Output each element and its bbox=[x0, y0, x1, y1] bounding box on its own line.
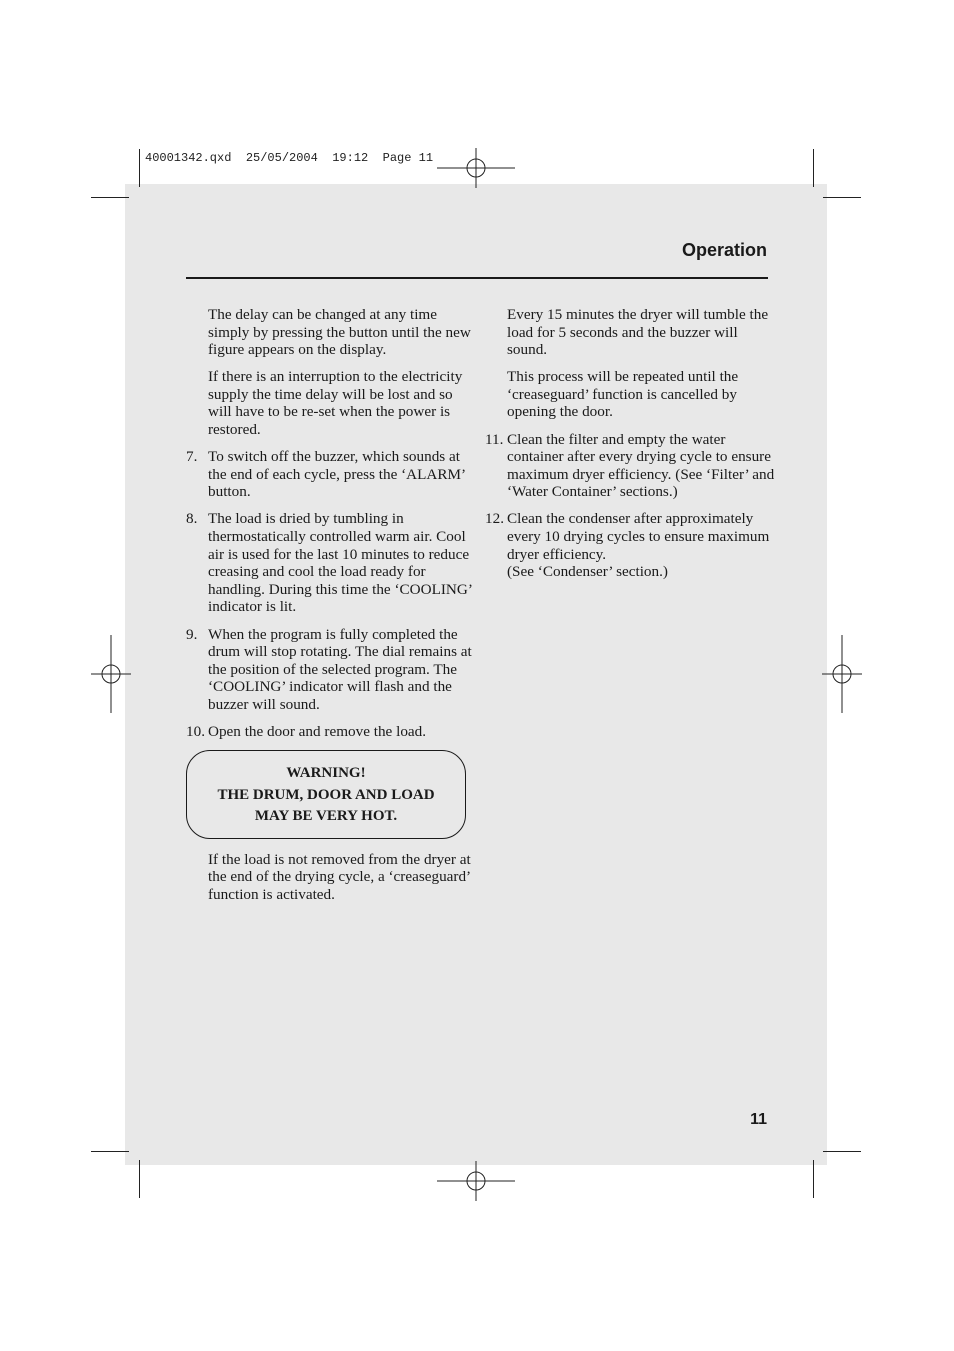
registration-mark-left-icon bbox=[91, 635, 131, 713]
header-rule bbox=[186, 277, 768, 279]
list-item bbox=[186, 448, 476, 501]
list-item-number: 10. bbox=[186, 722, 205, 740]
registration-mark-right-icon bbox=[822, 635, 862, 713]
crop-mark-bottom-left-v bbox=[139, 1160, 140, 1198]
list-item-number: 8. bbox=[186, 510, 198, 528]
crop-mark-bottom-right-h bbox=[823, 1151, 861, 1152]
list-item-text: To switch off the buzzer, which sounds at the end of each cycle, press the ‘ALARM’ button. bbox=[208, 448, 465, 501]
list-item bbox=[186, 510, 476, 616]
list-item-number: 9. bbox=[186, 625, 198, 643]
list-item-text: Clean the filter and empty the water container after every drying cycle to ensure maximum dryer efficiency. (See ‘Filter’ and ‘Water Container’ sections.) bbox=[507, 430, 775, 501]
page-number: 11 bbox=[750, 1111, 767, 1128]
crop-mark-top-left-h bbox=[91, 197, 129, 198]
list-item bbox=[186, 723, 476, 741]
paragraph: The delay can be changed at any time simply by pressing the button until the new figure appears on the display. bbox=[208, 306, 471, 359]
paragraph: This process will be repeated until the ‘creaseguard’ function is cancelled by opening the door. bbox=[507, 368, 739, 421]
left-column bbox=[186, 306, 476, 913]
crop-mark-top-right-h bbox=[823, 197, 861, 198]
warning-text-line: MAY BE VERY HOT. bbox=[254, 808, 398, 825]
print-slug: 40001342.qxd 25/05/2004 19:12 Page 11 bbox=[145, 151, 434, 165]
registration-mark-top-icon bbox=[437, 148, 515, 188]
paragraph: If there is an interruption to the electricity supply the time delay will be lost and so will have to be re-set when the power is restored. bbox=[208, 368, 463, 439]
list-item-number: 12. bbox=[485, 510, 504, 528]
crop-mark-top-left-v bbox=[139, 149, 140, 187]
list-item bbox=[485, 510, 775, 580]
list-item-text: The load is dried by tumbling in thermostatically controlled warm air. Cool air is used for the last 10 minutes to reduce creasing and cool the load ready for handling. During this time the ‘COOLING’ indicator is lit. bbox=[208, 510, 472, 616]
list-item-text: Clean the condenser after approximately every 10 drying cycles to ensure maximum dryer efficiency. bbox=[507, 510, 770, 563]
warning-box bbox=[186, 750, 466, 839]
paragraph: Every 15 minutes the dryer will tumble the load for 5 seconds and the buzzer will sound. bbox=[507, 306, 769, 359]
warning-heading: WARNING! bbox=[286, 765, 366, 782]
list-item-number: 7. bbox=[186, 448, 198, 466]
list-item bbox=[485, 431, 775, 501]
crop-mark-bottom-left-h bbox=[91, 1151, 129, 1152]
paragraph: If the load is not removed from the dryer at the end of the drying cycle, a ‘creaseguard’ function is activated. bbox=[208, 850, 471, 903]
crop-mark-bottom-right-v bbox=[813, 1160, 814, 1198]
list-item bbox=[186, 626, 476, 714]
list-item-text: When the program is fully completed the drum will stop rotating. The dial remains at the position of the selected program. The ‘COOLING’ indicator will flash and the buzzer will sound. bbox=[208, 625, 472, 713]
crop-mark-top-right-v bbox=[813, 149, 814, 187]
warning-text-line: THE DRUM, DOOR AND LOAD bbox=[217, 786, 435, 803]
list-item-note: (See ‘Condenser’ section.) bbox=[507, 563, 668, 581]
right-column bbox=[485, 306, 775, 590]
section-title: Operation bbox=[681, 240, 767, 260]
list-item-text: Open the door and remove the load. bbox=[208, 722, 427, 740]
registration-mark-bottom-icon bbox=[437, 1161, 515, 1201]
list-item-number: 11. bbox=[485, 430, 504, 448]
